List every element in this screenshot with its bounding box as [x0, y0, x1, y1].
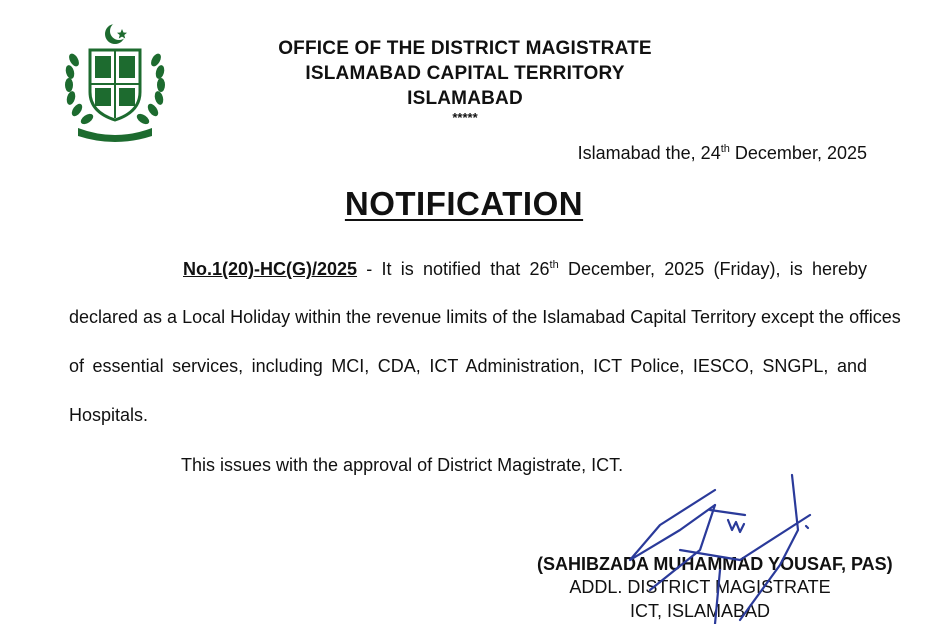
body-line-1-sup: th [549, 259, 559, 271]
territory-heading: ISLAMABAD CAPITAL TERRITORY [305, 63, 625, 84]
signature-icon [620, 470, 820, 624]
body-line-2: declared as a Local Holiday within the revenue limits of the Islamabad Capital Territory except the offices [69, 307, 901, 327]
approval-line: This issues with the approval of District Magistrate, ICT. [181, 455, 624, 475]
body-line-1-b: December, 2025 (Friday), is hereby [558, 259, 867, 279]
city-heading: ISLAMABAD [407, 88, 523, 109]
body-line-1-a: - It is notified that 26 [357, 259, 550, 279]
office-heading: OFFICE OF THE DISTRICT MAGISTRATE [278, 38, 652, 59]
reference-number: No.1(20)-HC(G)/2025 [183, 259, 358, 279]
signatory-name: (SAHIBZADA MUHAMMAD YOUSAF, PAS) [537, 554, 893, 574]
signatory-location: ICT, ISLAMABAD [629, 601, 771, 621]
dateline-sup: th [720, 143, 730, 155]
dateline-prefix: Islamabad the, 24 [577, 143, 721, 163]
body-line-1 [69, 253, 867, 281]
dateline-suffix: December, 2025 [729, 143, 867, 163]
notification-title [0, 185, 928, 223]
body-line-3: of essential services, including MCI, CDA, ICT Administration, ICT Police, IESCO, SNGPL, and [69, 356, 867, 376]
notification-title-text: NOTIFICATION [344, 185, 584, 222]
header-stars: ***** [452, 110, 478, 125]
body-line-4: Hospitals. [69, 405, 149, 425]
signatory-designation: ADDL. DISTRICT MAGISTRATE [569, 577, 831, 597]
dateline [578, 137, 867, 165]
state-emblem-icon [60, 20, 170, 142]
